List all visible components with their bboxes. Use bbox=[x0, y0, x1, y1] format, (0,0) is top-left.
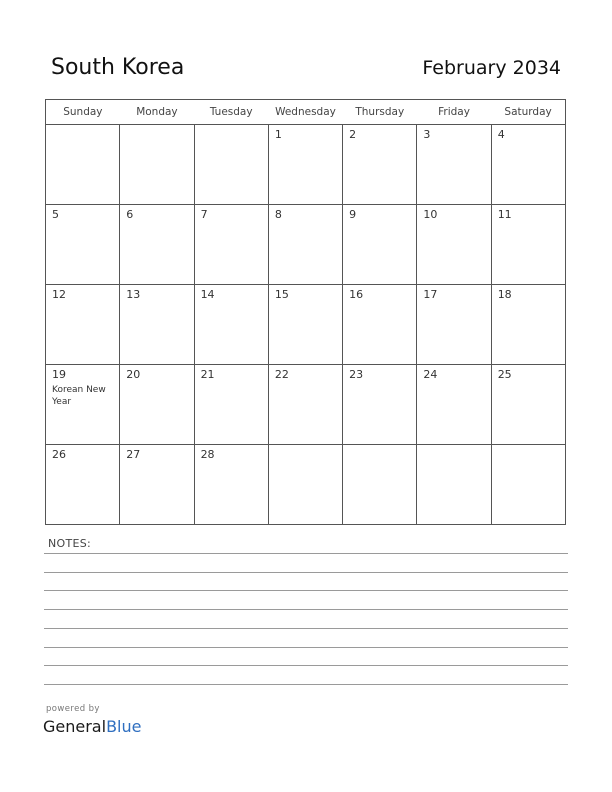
day-cell bbox=[491, 365, 565, 445]
day-cell bbox=[417, 125, 491, 205]
day-cell bbox=[268, 365, 342, 445]
day-number: 12 bbox=[52, 288, 66, 301]
day-cell bbox=[343, 445, 417, 525]
day-number: 27 bbox=[126, 448, 141, 461]
note-line bbox=[44, 647, 568, 648]
day-cell bbox=[120, 285, 194, 365]
day-cell bbox=[268, 205, 342, 285]
day-cell bbox=[343, 285, 417, 365]
day-number: 19 bbox=[52, 368, 66, 381]
day-cell bbox=[194, 125, 268, 205]
day-number: 3 bbox=[423, 128, 431, 141]
day-cell bbox=[491, 285, 565, 365]
day-cell bbox=[491, 445, 565, 525]
day-number: 4 bbox=[497, 128, 505, 141]
day-number: 2 bbox=[349, 128, 357, 141]
week-row bbox=[46, 445, 566, 525]
note-line bbox=[44, 665, 568, 666]
week-row bbox=[46, 285, 566, 365]
day-number: 20 bbox=[126, 368, 141, 381]
day-cell bbox=[417, 365, 491, 445]
note-line bbox=[44, 553, 568, 554]
day-cell bbox=[46, 205, 120, 285]
day-number: 13 bbox=[126, 288, 141, 301]
day-number: 17 bbox=[423, 288, 438, 301]
weekday-header: Tuesday bbox=[194, 100, 268, 125]
day-number: 9 bbox=[349, 208, 357, 221]
day-cell bbox=[268, 285, 342, 365]
country-title: South Korea bbox=[51, 55, 185, 80]
brand-general-text: General bbox=[43, 717, 107, 736]
day-cell bbox=[120, 125, 194, 205]
day-cell bbox=[343, 205, 417, 285]
note-line bbox=[44, 609, 568, 610]
day-number: 22 bbox=[274, 368, 289, 381]
weekday-header: Thursday bbox=[343, 100, 417, 125]
day-number: 25 bbox=[497, 368, 512, 381]
note-line bbox=[44, 684, 568, 685]
day-number: 8 bbox=[274, 208, 282, 221]
powered-by-text: powered by bbox=[46, 704, 100, 714]
day-cell bbox=[120, 445, 194, 525]
weekday-header: Friday bbox=[417, 100, 491, 125]
holiday-label: Korean New Year bbox=[52, 385, 106, 407]
day-cell bbox=[491, 125, 565, 205]
day-cell bbox=[194, 285, 268, 365]
calendar-grid bbox=[45, 99, 566, 525]
note-line bbox=[44, 590, 568, 591]
day-number: 24 bbox=[423, 368, 438, 381]
day-number: 15 bbox=[274, 288, 289, 301]
day-cell bbox=[46, 285, 120, 365]
note-line bbox=[44, 628, 568, 629]
day-number: 21 bbox=[200, 368, 215, 381]
day-number: 28 bbox=[200, 448, 215, 461]
day-number: 11 bbox=[497, 208, 512, 221]
day-number: 10 bbox=[423, 208, 438, 221]
day-cell bbox=[343, 365, 417, 445]
day-cell bbox=[46, 365, 120, 445]
day-cell bbox=[491, 205, 565, 285]
day-cell bbox=[194, 445, 268, 525]
day-cell bbox=[417, 205, 491, 285]
month-title: February 2034 bbox=[422, 57, 561, 79]
day-cell bbox=[194, 365, 268, 445]
calendar-body bbox=[46, 125, 566, 525]
day-number: 6 bbox=[126, 208, 134, 221]
weekday-header-row bbox=[46, 100, 566, 125]
day-cell bbox=[268, 445, 342, 525]
day-number: 16 bbox=[349, 288, 364, 301]
day-number: 5 bbox=[52, 208, 59, 221]
day-number: 1 bbox=[274, 128, 282, 141]
note-line bbox=[44, 572, 568, 573]
brand-blue-text: Blue bbox=[106, 717, 142, 736]
day-cell bbox=[46, 445, 120, 525]
day-number: 7 bbox=[200, 208, 208, 221]
weekday-header: Wednesday bbox=[268, 100, 342, 125]
week-row bbox=[46, 365, 566, 445]
weekday-header: Monday bbox=[120, 100, 194, 125]
day-number: 23 bbox=[349, 368, 364, 381]
day-cell bbox=[46, 125, 120, 205]
day-cell bbox=[120, 205, 194, 285]
week-row bbox=[46, 205, 566, 285]
day-cell bbox=[194, 205, 268, 285]
day-number: 14 bbox=[200, 288, 215, 301]
day-cell bbox=[417, 445, 491, 525]
weekday-header: Sunday bbox=[46, 100, 120, 125]
weekday-header: Saturday bbox=[491, 100, 565, 125]
day-cell bbox=[268, 125, 342, 205]
day-cell bbox=[120, 365, 194, 445]
day-cell bbox=[417, 285, 491, 365]
generalblue-logo bbox=[43, 717, 141, 736]
week-row bbox=[46, 125, 566, 205]
notes-label: NOTES: bbox=[48, 537, 92, 550]
day-number: 26 bbox=[52, 448, 66, 461]
day-cell bbox=[343, 125, 417, 205]
day-number: 18 bbox=[497, 288, 512, 301]
